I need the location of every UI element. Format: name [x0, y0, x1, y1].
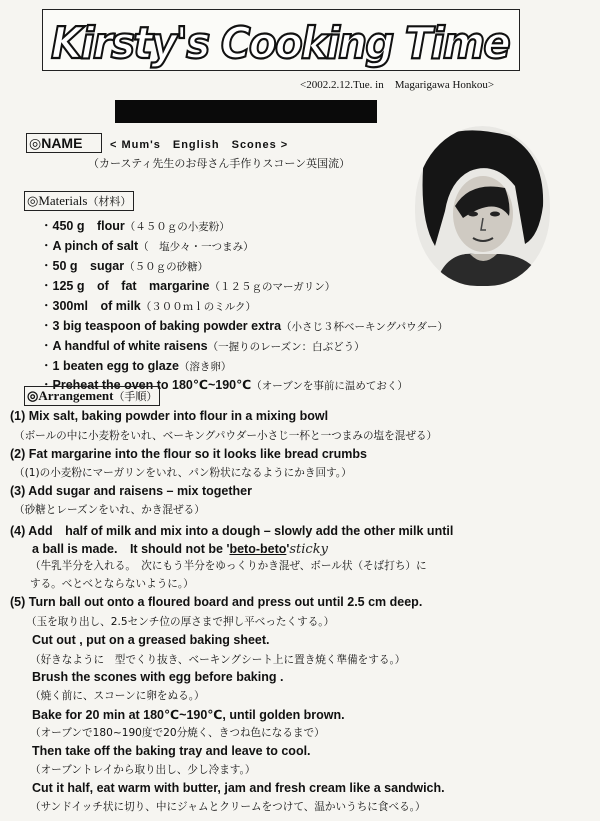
step-4-jp: （牛乳半分を入れる。 次にもう半分をゆっくりかき混ぜ、ボール状（そば打ち）に	[30, 560, 427, 572]
materials-heading	[24, 191, 134, 211]
title-banner	[42, 9, 520, 71]
step-4-jp-2: する。べとべとならないように。）	[30, 578, 194, 590]
recipe-name: < Mum's English Scones >	[110, 139, 289, 151]
material-item: ・50 g sugar（５０ｇの砂糖）	[40, 259, 209, 273]
material-item: ・A pinch of salt（ 塩少々・一つまみ）	[40, 239, 254, 253]
arrangement-label-jp: （手順）	[113, 390, 158, 403]
step-8-jp: （オーブンで180~190度で20分焼く、きつね色になるまで）	[30, 727, 325, 739]
step-9: Then take off the baking tray and leave to cool.	[32, 744, 311, 758]
name-label: ◎NAME	[26, 133, 102, 153]
step-2-jp: （(1)の小麦粉にマーガリンをいれ、パン粉状になるようにかき回す。）	[14, 467, 352, 479]
material-item: ・125 g of fat margarine（１２５ｇのマーガリン）	[40, 279, 336, 293]
materials-label: ◎Materials	[27, 193, 88, 208]
step-5: (5) Turn ball out onto a floured board and press out until 2.5 cm deep.	[10, 595, 423, 609]
material-item: ・1 beaten egg to glaze（溶き卵）	[40, 359, 232, 373]
material-item: ・3 big teaspoon of baking powder extra（小さじ３杯ベーキングパウダー）	[40, 319, 448, 333]
step-4: (4) Add half of milk and mix into a dough – slowly add the other milk until	[10, 524, 454, 538]
materials-label-jp: （材料）	[87, 195, 132, 208]
portrait-photo	[415, 126, 550, 286]
material-item: ・450 g flour（４５０ｇの小麦粉）	[40, 219, 230, 233]
step-10-jp: （サンドイッチ状に切り、中にジャムとクリームをつけて、温かいうちに食べる。）	[30, 801, 426, 813]
arrangement-heading	[24, 386, 160, 406]
dateline: <2002.2.12.Tue. in Magarigawa Honkou>	[300, 79, 495, 91]
redacted-block	[115, 100, 377, 123]
page-title: Kirsty's Cooking Time	[51, 18, 511, 69]
step-5-jp: （玉を取り出し、2.5センチ位の厚さまで押し平べったくする。）	[26, 616, 335, 628]
step-7: Brush the scones with egg before baking .	[32, 670, 284, 684]
step-7-jp: （焼く前に、スコーンに卵をぬる。）	[30, 690, 205, 702]
beto-beto-word: beto-beto	[229, 542, 287, 556]
material-item: ・300ml of milk（３００ｍｌのミルク）	[40, 299, 257, 313]
sticky-note: sticky	[289, 542, 328, 557]
step-8: Bake for 20 min at 180℃~190℃, until golden brown.	[32, 708, 345, 722]
step-10: Cut it half, eat warm with butter, jam and fresh cream like a sandwich.	[32, 781, 445, 795]
step-9-jp: （オーブントレイから取り出し、少し冷ます。）	[30, 764, 256, 776]
arrangement-label: ◎Arrangement	[27, 388, 114, 403]
step-6-jp: （好きなように 型でくり抜き、ベーキングシート上に置き焼く準備をする。）	[30, 654, 406, 666]
step-4-cont: a ball is made. It should not be 'beto-beto'sticky	[32, 542, 328, 557]
step-3: (3) Add sugar and raisens – mix together	[10, 484, 252, 498]
material-item: ・A handful of white raisens（一握りのレーズン：白ぶどう）	[40, 339, 365, 353]
step-6: Cut out , put on a greased baking sheet.	[32, 633, 270, 647]
step-3-jp: （砂糖とレーズンをいれ、かき混ぜる）	[14, 504, 205, 516]
step-1-jp: （ボールの中に小麦粉をいれ、ベーキングパウダー小さじ一杯と一つまみの塩を混ぜる）	[14, 430, 438, 442]
recipe-name-japanese: （カースティ先生のお母さん手作りスコーン英国流）	[88, 157, 351, 170]
step-1: (1) Mix salt, baking powder into flour in a mixing bowl	[10, 409, 329, 423]
title-lettering	[43, 10, 519, 70]
step-2: (2) Fat margarine into the flour so it looks like bread crumbs	[10, 447, 368, 461]
material-item: ・Preheat the oven to 180℃~190℃（オーブンを事前に温めておく）	[40, 378, 408, 392]
